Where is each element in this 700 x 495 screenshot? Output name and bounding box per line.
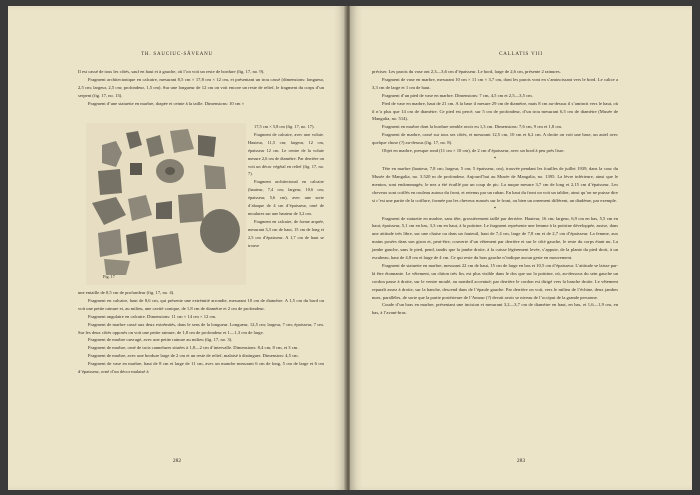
fragment-shape — [152, 233, 182, 269]
paragraph: Fragment d’un pied de vase en marbre. Dimensions: 7 cm, 4,5 cm et 2,5—3,5 cm. — [382, 92, 533, 98]
fragment-shape — [126, 231, 148, 255]
paragraph: Coude d’un bras en marbre, présentant une incision et mesurant 3,2—3,7 cm de diamètre en haut, en bas, et 1,6—1,9 cm, en bas, à l’avant-bras. — [372, 302, 618, 316]
paragraph: Fragment de marbre cassé aux deux extrémités, dans le sens de la longueur. Longueur, 12,5 cm; largeur, 7 cm; épaisseur, 7 cm. Sur les deux côtés opposés on voit une petite rainure, de 1,8 cm de profondeur et 1—1,3 cm de large. — [78, 321, 324, 335]
running-head-right: CALLATIS VIII — [499, 52, 543, 57]
paragraph: Fragment de marbre, cassé sur tous ses côtés, et mesurant 12,5 cm, 10 cm et 6,2 cm. A droite on voit une base, un autel avec quelque chose (?) au-dessus (fig. 17, no. 8). — [372, 132, 618, 146]
paragraph: Fragment architectonal en calcaire (hauteur, 7,4 cm; largeur, 10,6 cm; épaisseur, 5,6 cm), avec une sorte d’abaque de 4 cm d’épaisseur, orné de moulures sur une hauteur de 3,2 cm. — [248, 179, 324, 216]
paragraph: Fragment en calcaire, haut de 8,6 cm, qui présente une extrémité arrondie, mesurant 10 cm de diamètre. A 1,5 cm du bord on voit une petite rainure et, au milieu, une cavité conique, de 1,8 cm de diamètre et 2 cm de profondeur. — [78, 297, 324, 311]
paragraph: Fragment de calcaire, avec une volute. Hauteur, 11,5 cm; largeur, 12 cm, épaisseur 12 cm. Le centre de la volute mesure 2,6 cm de diamètre. Par derrière on voit un décor végétal en relief (fig. 17, no. 7). — [248, 131, 324, 177]
paragraph: Fragment d’une statuette en marbre, drapée et ceinte à la taille. Dimensions: 10 cm × — [88, 100, 245, 106]
paragraph: Fragment en calcaire, de forme arquée, mesurant 3,3 cm de haut, 15 cm de long et 2,5 cm d’épaisseur. A 1,7 cm de haut se trouve — [248, 218, 324, 248]
fragment-shape — [156, 201, 172, 219]
paragraph: Fragment de vase en marbre, mesurant 10 cm × 11 cm × 3,7 cm, dont les parois vont en s’amincissant vers le bord. Le calice a 3,3 cm de large et 1 cm de haut. — [372, 76, 618, 90]
paragraph: Fragment de marbre, orné de trois cannelures situées à 1,8—2 cm d’intervalle. Dimensions: 8,4 cm, 8 cm, et 3 cm. — [88, 345, 299, 351]
left-bottom-text — [78, 289, 324, 376]
right-page — [350, 6, 692, 490]
running-head-left: TH. SAUCIUC-SĂVEANU — [141, 52, 213, 57]
fragment-shape — [98, 229, 122, 257]
right-text — [372, 68, 618, 317]
section-separator: * — [493, 206, 497, 212]
paragraph: Fragment de statuette en marbre, sans tête, grossièrement taillé par derrière. Hauteur, 16 cm; largeur, 6,9 cm en bas, 5,5 cm en haut; épaisseur, 5,1 cm en bas, 3,3 cm en haut, à la poitrine. Le fragment représente une femme à la poitrine développée, assise, dans une attitude très libre, sur une chaise ou dans un fauteuil, haut de 7,4 cm, large de 7,8 cm et de 2,7 cm d’épaisseur. La femme, aux mains posées dans son giron et, peut-être, couverte d’un vêtement par derrière et sur le côté gauche, le reste du corps étant nu. La jambe gauche, sans le pied, pend, tandis que la jambe droite, à la cuisse légèrement levée, s’appuie, de la plante du pied droit, à un escabeau, haut de 4,8 cm et large de 4 cm. Ce qui reste du bras gauche n’indique aucun geste en mouvement. — [372, 215, 618, 261]
left-wrap-text — [248, 123, 324, 250]
page-number-right: 283 — [516, 458, 526, 464]
paragraph: Fragment de marbre, avec une bordure large de 2 cm et un reste de relief, malaisé à distinguer. Dimension: 4,5 cm. — [88, 353, 299, 359]
left-page — [8, 6, 346, 490]
page-number-left: 282 — [172, 458, 182, 464]
fragment-shape — [98, 169, 122, 195]
fragment-shape — [204, 165, 226, 189]
paragraph: Fragment de marbre ouvragé, avec une petite rainure au milieu (fig. 17, no. 3). — [88, 337, 233, 343]
paragraph: Objet en marbre, presque rond (11 cm × 10 cm), de 2 cm d’épaisseur, avec un bord à peu près lisse. — [382, 148, 565, 154]
paragraph: Fragment de statuette en marbre, mesurant 22 cm de haut, 15 cm de large en bas et 10,5 cm d’épaisseur. L’attitude se laisse par-là être étonnante. Le vêtement, un chiton très fin, est plus visible dans le dos que sur la poitrine, où, au-dessous du sein gauche un cordon passe à droite, sur le ventre moulé, au nombril accentué; par derrière le cordon est dirigé vers la hanche droite. Le vêtement reparaît assez à droite, sur la hanche, descend dans de l’épaule gauche. Par derrière on voit, vers le milieu de l’échine, deux jambes nues, parallèles, de sorte que la partie postérieure de l’Amour (?) devait avoir se niveau de l’occiput de la grande personne. — [372, 262, 618, 300]
fragment-shape — [104, 259, 130, 275]
figure-caption: Fig. 17 — [103, 274, 115, 279]
paragraph: Tête en marbre (hauteur, 7,8 cm; largeur, 5 cm; 5 épaisseur, cm), trouvée pendant les fouilles de juillet 1939, dans la cour du Musée de Mangalia, no. 3.520 m de profondeur. Aujourd’hui au Musée de Mangalia, no. 1395. La lèvre inférieure, ainsi que le menton, sont endommagés; le nez a été écaillé par un coup de pic. La nuque mesure 3,7 cm de long et 2,15 cm d’épaisseur. Les cheveux sont coiffés en rouleau autour du front, et retenus par un ruban. En haut du front on voit un tablier, ainsi qu’on ne puisse dire si c’est une partie de la coiffure, formée par les cheveux massés sur le front, ou bien un ornement différent, un diadème, par exemple. — [372, 165, 618, 203]
section-separator: * — [493, 156, 497, 162]
paragraph: préciser. Les parois du vase ont 2,3—3,6 cm d’épaisseur. Le bord, large de 2,6 cm, présente 2 rainures. — [372, 69, 561, 74]
left-top-text — [78, 68, 324, 108]
fragments-photo-plate — [86, 123, 246, 285]
paragraph: Fragment de vase en marbre, haut de 8 cm et large de 11 cm, avec un manche mesurant 6 cm de long, 5 cm de large et 6 cm d’épaisseur, orné d’un décor malaisé à — [78, 361, 324, 375]
paragraph: Fragment architectonique en calcaire, mesurant 8,5 cm × 17,8 cm × 12 cm, et présentant un trou cassé (dimensions: longueur, 2,5 cm; largeur, 2,5 cm; profondeur, 1,5 cm). Sur une longueur de 12 cm on voit encore un reste de relief, le fragment du corps d’un serpent (fig. 17, no. 13). — [78, 76, 324, 98]
fragment-shape — [130, 163, 142, 175]
paragraph: Fragment angulaire en calcaire. Dimensions: 11 cm × 14 cm × 12 cm. — [88, 313, 217, 319]
volute-center — [165, 167, 175, 175]
paragraph: Il est cassé de tous les côtés, sauf en haut et à gauche, où l’on voit un reste de bordure (fig. 17, no. 9). — [78, 69, 265, 74]
fragment-shape — [198, 135, 216, 157]
paragraph: Fragment en marbre dont la bordure semble avoir eu 1,3 cm. Dimensions: 7,6 cm, 9 cm et 1,8 cm. — [382, 124, 563, 130]
paragraph: une entaille de 0,5 cm de profondeur (fig. 17, no. 4). — [78, 290, 175, 295]
paragraph: 17,5 cm × 5,8 cm (fig. 17, no. 17). — [254, 124, 315, 129]
fragment-shape — [178, 193, 204, 223]
paragraph: Pied de vase en marbre, haut de 21 cm. A la base il mesure 29 cm de diamètre, mais 8 cm au-dessus il s’amincit vers le haut, où il n’a plus que 14 cm de diamètre. Ce pied est percé, sur 5 cm de profondeur, d’un trou mesurant 6,5 cm de diamètre (Musée de Mangalia, no. 514). — [372, 100, 618, 122]
round-vase-fragment — [200, 209, 240, 253]
